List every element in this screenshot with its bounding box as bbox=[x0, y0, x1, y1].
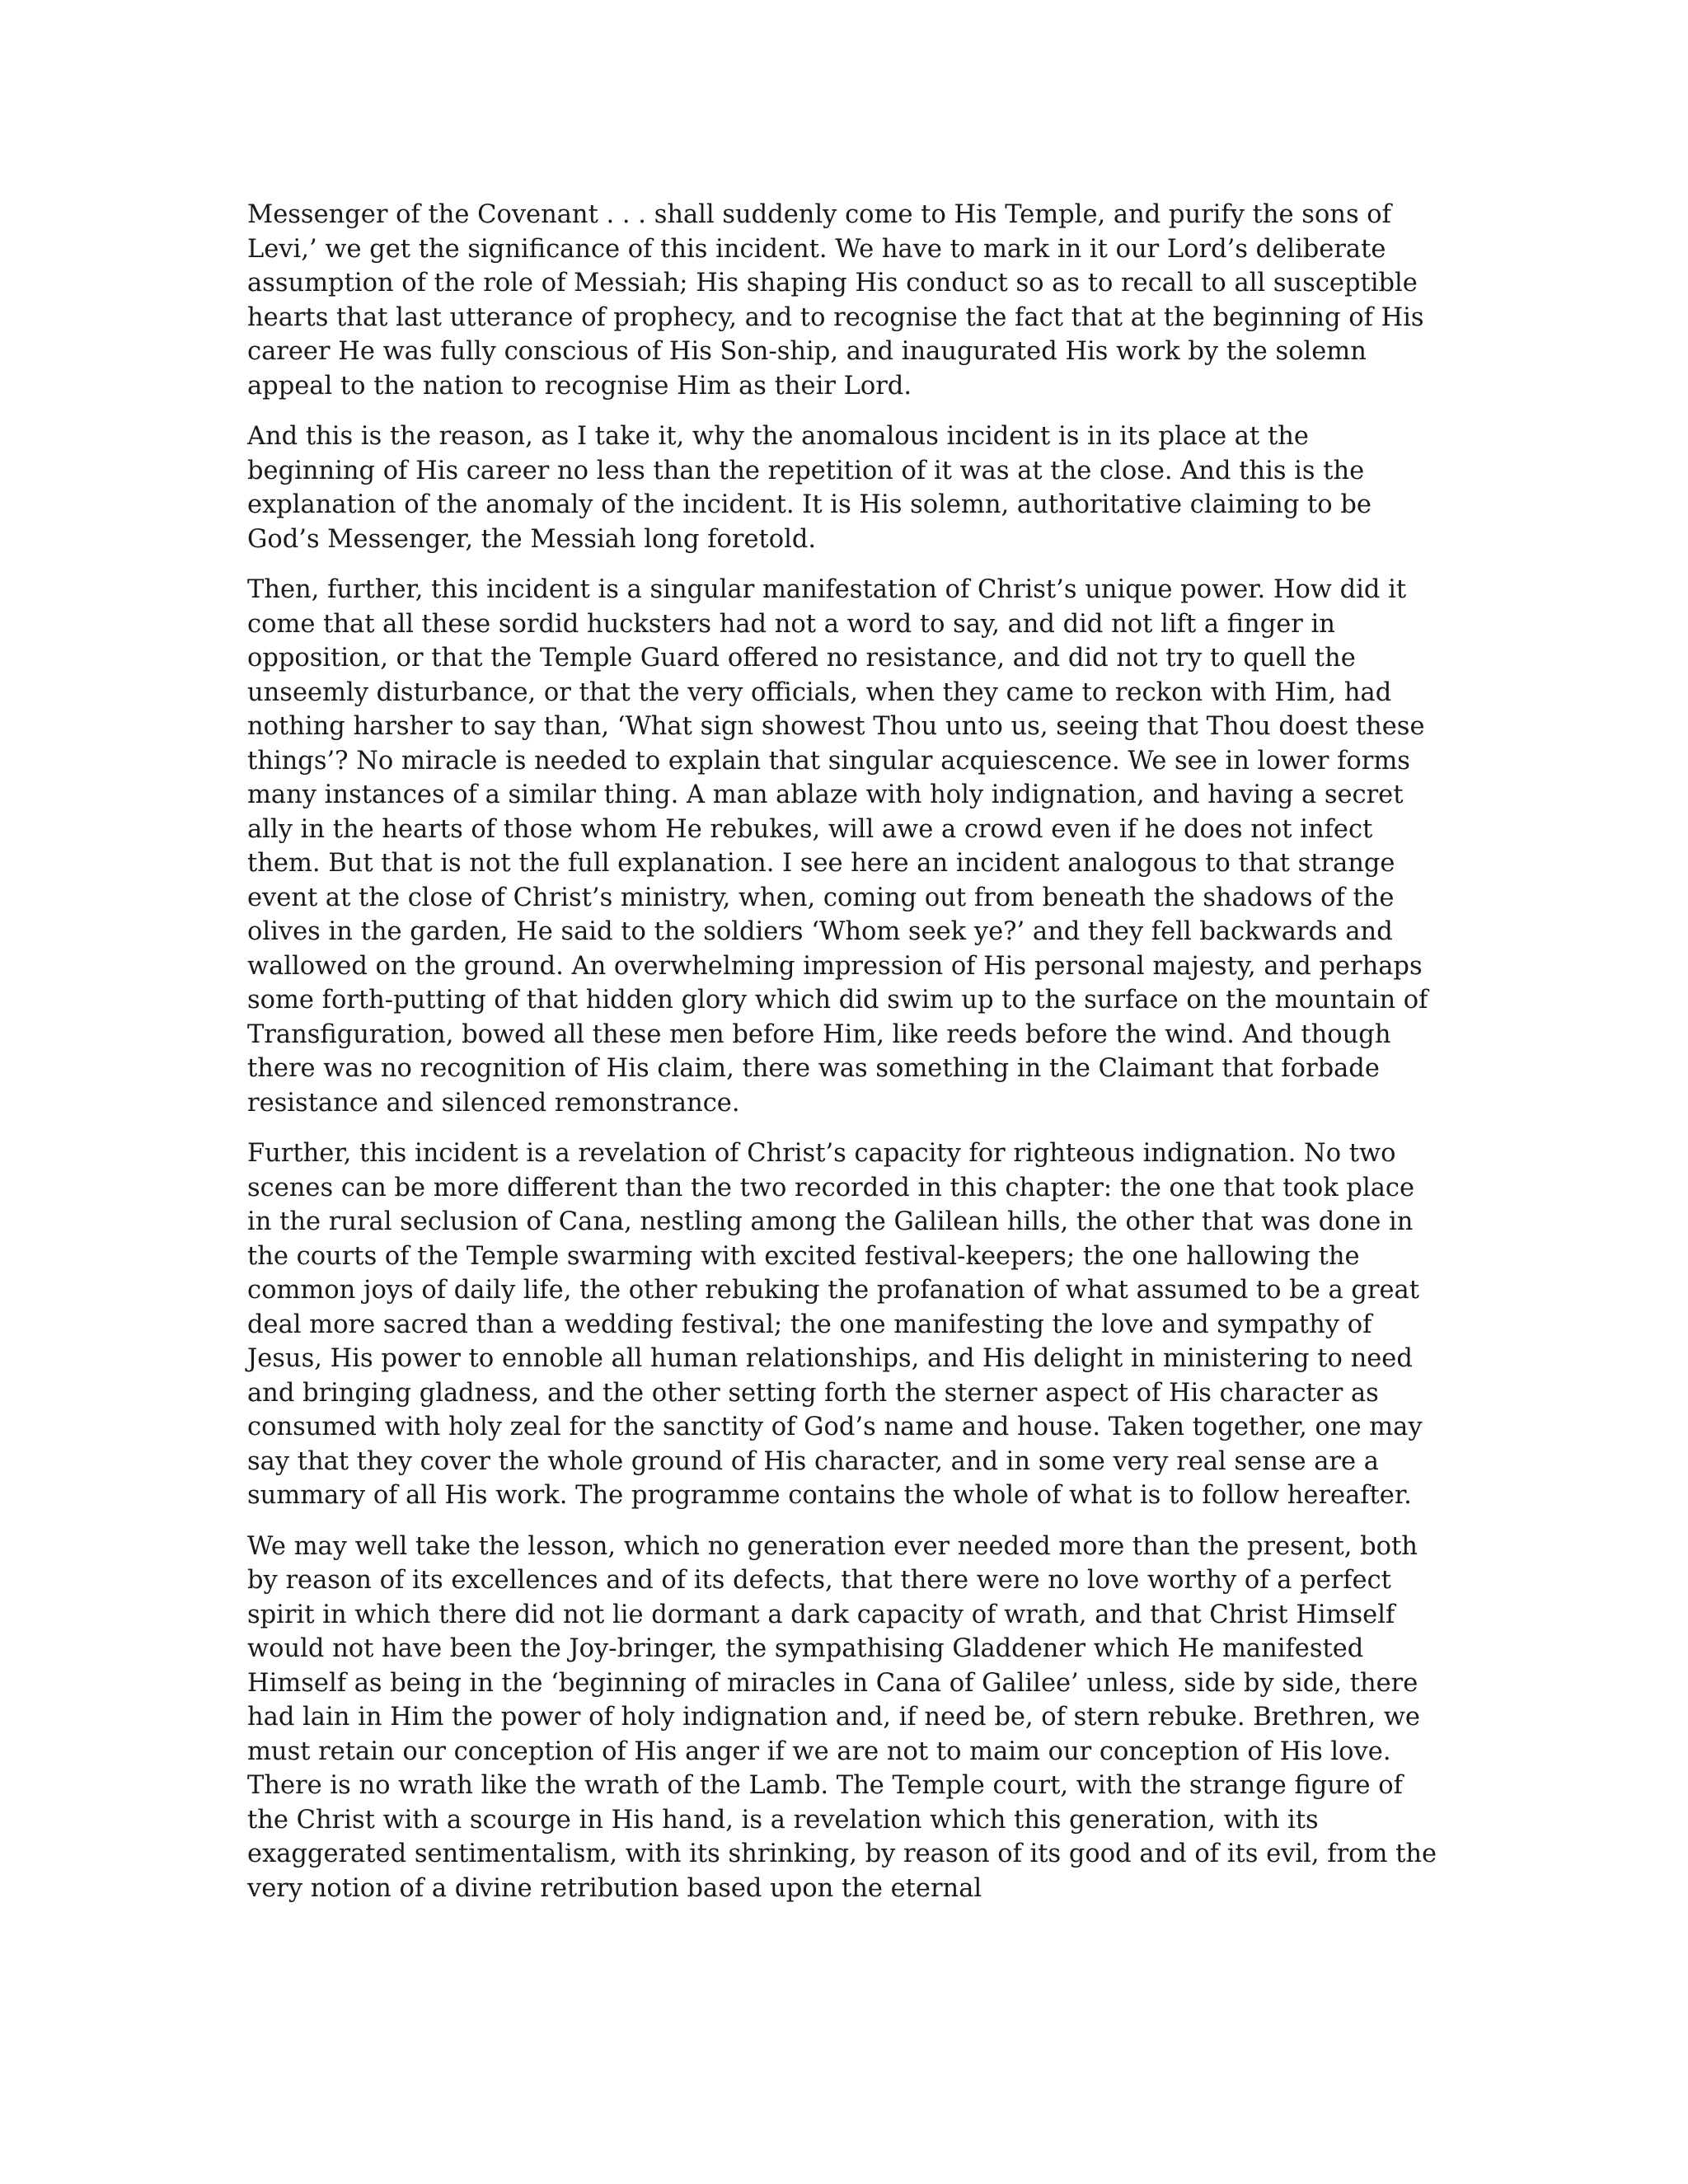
paragraph-5: We may well take the lesson, which no generation ever needed more than the present, both by reason of its excellences and of its defects, that there were no love worthy of a perfect spirit in which there did not lie dormant a dark capacity of wrath, and that Christ Himself would not have been the Joy-bringer, the sympathising Gladdener which He manifested Himself as being in the ‘beginning of miracles in Cana of Galilee’ unless, side by side, there had lain in Him the power of holy indignation and, if need be, of stern rebuke. Brethren, we must retain our conception of His anger if we are not to maim our conception of His love. There is no wrath like the wrath of the Lamb. The Temple court, with the strange figure of the Christ with a scourge in His hand, is a revelation which this generation, with its exaggerated sentimentalism, with its shrinking, by reason of its good and of its evil, from the very notion of a divine retribution based upon the eternal bbox=[247, 1531, 1437, 1903]
paragraph-4: Further, this incident is a revelation of Christ’s capacity for righteous indignation. No two scenes can be more different than the two recorded in this chapter: the one that took place in the rural seclusion of Cana, nestling among the Galilean hills, the other that was done in the courts of the Temple swarming with excited festival-keepers; the one hallowing the common joys of daily life, the other rebuking the profanation of what assumed to be a great deal more sacred than a wedding festival; the one manifesting the love and sympathy of Jesus, His power to ennoble all human relationships, and His delight in ministering to need and bringing gladness, and the other setting forth the sterner aspect of His character as consumed with holy zeal for the sanctity of God’s name and house. Taken together, one may say that they cover the whole ground of His character, and in some very real sense are a summary of all His work. The programme contains the whole of what is to follow hereafter. bbox=[247, 1139, 1423, 1510]
document-page bbox=[247, 198, 1441, 1922]
paragraph-3: Then, further, this incident is a singular manifestation of Christ’s unique power. How did it come that all these sordid hucksters had not a word to say, and did not lift a finger in opposition, or that the Temple Guard offered no resistance, and did not try to quell the unseemly disturbance, or that the very officials, when they came to reckon with Him, had nothing harsher to say than, ‘What sign showest Thou unto us, seeing that Thou doest these things’? No miracle is needed to explain that singular acquiescence. We see in lower forms many instances of a similar thing. A man ablaze with holy indignation, and having a secret ally in the hearts of those whom He rebukes, will awe a crowd even if he does not infect them. But that is not the full explanation. I see here an incident analogous to that strange event at the close of Christ’s ministry, when, coming out from beneath the shadows of the olives in the garden, He said to the soldiers ‘Whom seek ye?’ and they fell backwards and wallowed on the ground. An overwhelming impression of His personal majesty, and perhaps some forth-putting of that hidden glory which did swim up to the surface on the mountain of Transfiguration, bowed all these men before Him, like reeds before the wind. And though there was no recognition of His claim, there was something in the Claimant that forbade resistance and silenced remonstrance. bbox=[247, 575, 1428, 1118]
paragraph-1: Messenger of the Covenant . . . shall suddenly come to His Temple, and purify the sons of Levi,’ we get the significance of this incident. We have to mark in it our Lord’s deliberate assumption of the role of Messiah; His shaping His conduct so as to recall to all susceptible hearts that last utterance of prophecy, and to recognise the fact that at the beginning of His career He was fully conscious of His Son-ship, and inaugurated His work by the solemn appeal to the nation to recognise Him as their Lord. bbox=[247, 200, 1424, 401]
paragraph-2: And this is the reason, as I take it, why the anomalous incident is in its place at the beginning of His career no less than the repetition of it was at the close. And this is the explanation of the anomaly of the incident. It is His solemn, authoritative claiming to be God’s Messenger, the Messiah long foretold. bbox=[247, 422, 1372, 554]
